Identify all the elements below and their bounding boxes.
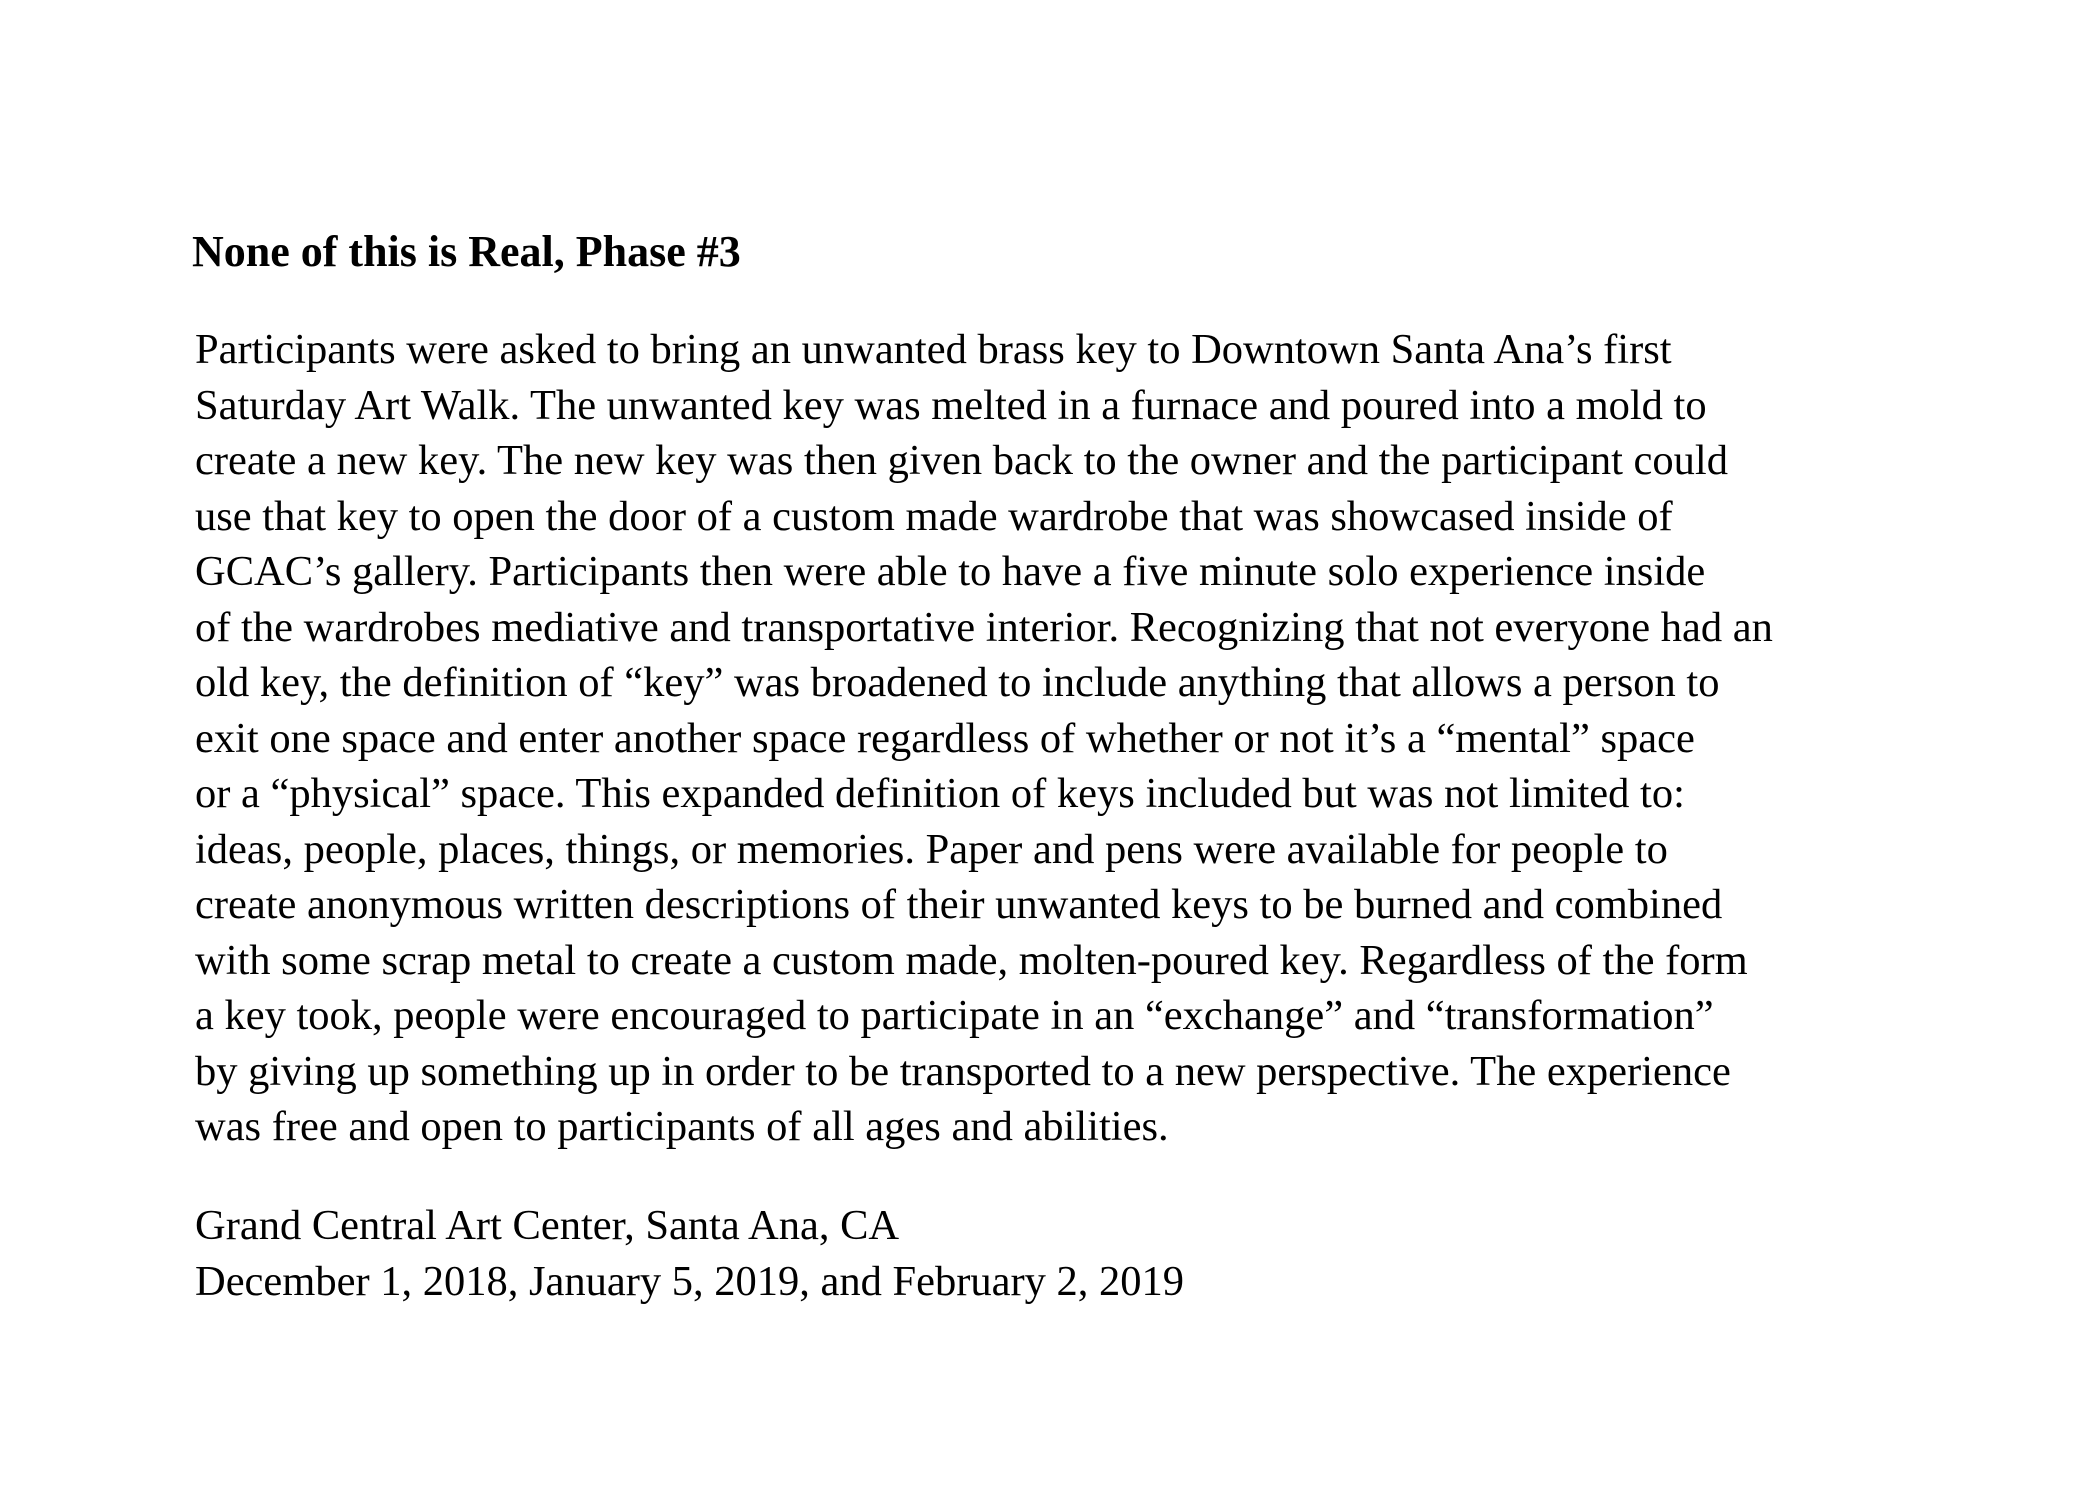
description-line: of the wardrobes mediative and transportative interior. Recognizing that not everyone had an (195, 603, 1773, 651)
description-line: use that key to open the door of a custom made wardrobe that was showcased inside of (195, 492, 1673, 540)
description-line: GCAC’s gallery. Participants then were able to have a five minute solo experience inside (195, 548, 1706, 595)
description-paragraph (195, 322, 1773, 1155)
description-line: with some scrap metal to create a custom made, molten-poured key. Regardless of the form (195, 936, 1748, 984)
description-line: old key, the definition of “key” was broadened to include anything that allows a person to (195, 659, 1720, 706)
description-line: exit one space and enter another space regardless of whether or not it’s a “mental” space (195, 714, 1695, 762)
description-line: Saturday Art Walk. The unwanted key was melted in a furnace and poured into a mold to (195, 381, 1707, 429)
description-line: ideas, people, places, things, or memories. Paper and pens were available for people to (195, 825, 1668, 873)
description-line: create a new key. The new key was then given back to the owner and the participant could (195, 437, 1728, 484)
venue-name: Grand Central Art Center, Santa Ana, CA (195, 1202, 900, 1249)
description-line: by giving up something up in order to be transported to a new perspective. The experience (195, 1047, 1731, 1095)
description-line: a key took, people were encouraged to participate in an “exchange” and “transformation” (195, 992, 1714, 1039)
description-line: was free and open to participants of all ages and abilities. (195, 1103, 1169, 1150)
event-dates: December 1, 2018, January 5, 2019, and February 2, 2019 (195, 1257, 1185, 1305)
description-line: Participants were asked to bring an unwanted brass key to Downtown Santa Ana’s first (195, 326, 1672, 373)
description-line: or a “physical” space. This expanded definition of keys included but was not limited to: (195, 770, 1685, 817)
document-title: None of this is Real, Phase #3 (192, 227, 741, 276)
venue-block (195, 1198, 1184, 1309)
description-line: create anonymous written descriptions of their unwanted keys to be burned and combined (195, 881, 1723, 928)
